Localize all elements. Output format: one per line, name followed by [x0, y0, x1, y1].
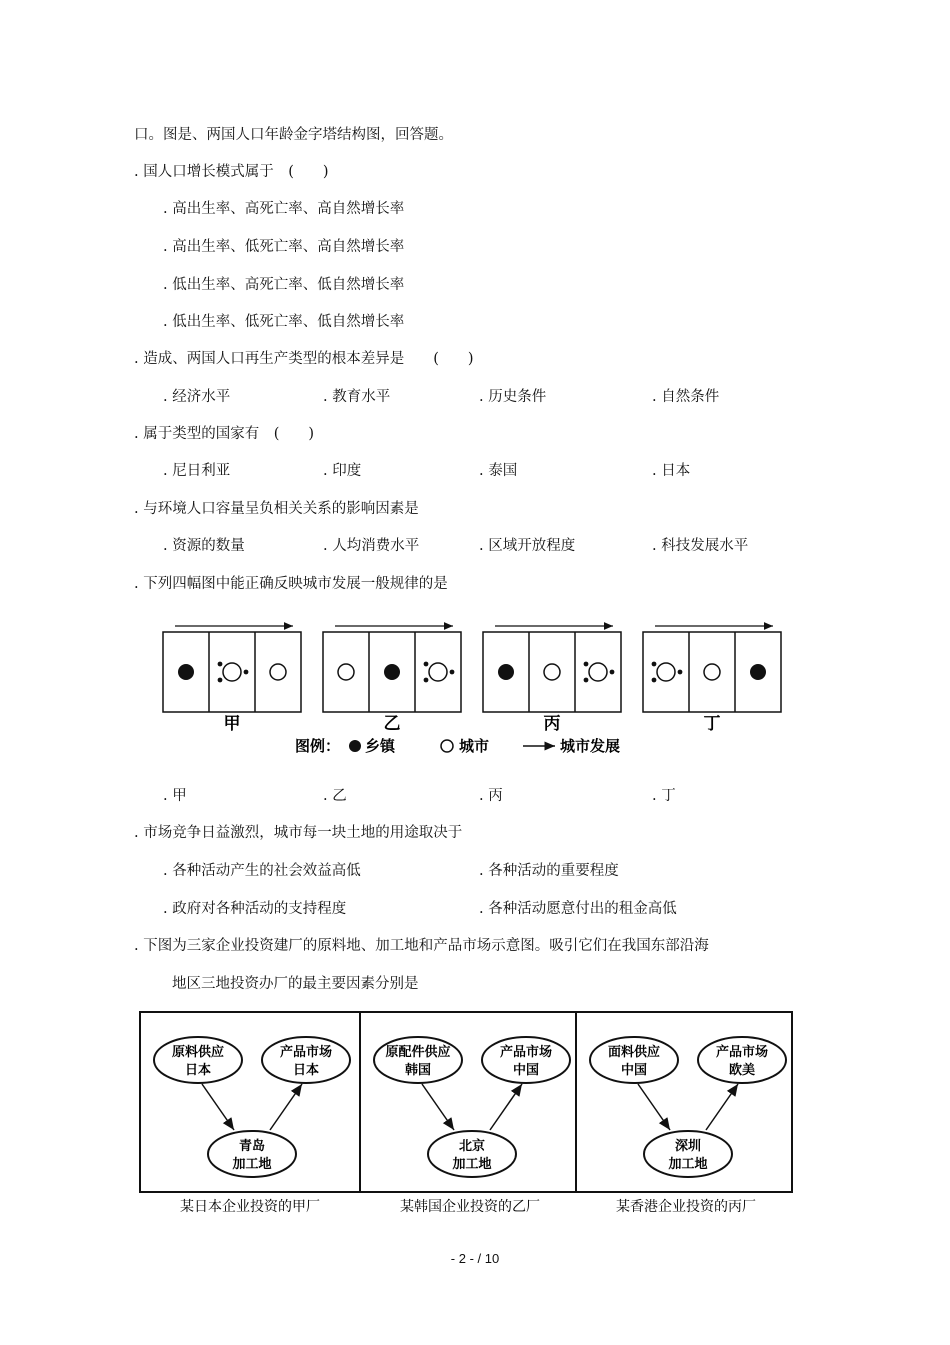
processing-site-line2: 加工地	[232, 1157, 272, 1172]
flow-arrow-to-market	[270, 1084, 302, 1130]
raw-material-source-line1: 面料供应	[607, 1045, 661, 1060]
question-6-stem: . 市场竞争日益激烈，城市每一块土地的用途取决于	[134, 825, 463, 841]
panel-label: 丙	[543, 714, 561, 734]
product-market-line1: 产品市场	[715, 1045, 769, 1060]
legend-prefix: 图例：	[295, 737, 341, 755]
city-panel-4	[643, 626, 781, 734]
city-development-figure	[155, 618, 795, 764]
q6-option-b[interactable]: . 各种活动的重要程度	[479, 863, 619, 879]
satellite-town-dot	[652, 678, 657, 683]
town-marker	[498, 664, 514, 680]
question-5-stem: . 下列四幅图中能正确反映城市发展一般规律的是	[134, 576, 448, 592]
q1-option-a[interactable]: . 高出生率、高死亡率、高自然增长率	[163, 201, 405, 217]
product-market	[482, 1037, 570, 1083]
question-2-stem: . 造成、两国人口再生产类型的根本差异是 ( )	[134, 351, 474, 367]
question-3-stem: . 属于类型的国家有 ( )	[134, 426, 315, 442]
q1-option-d[interactable]: . 低出生率、低死亡率、低自然增长率	[163, 314, 405, 330]
q5-option-b[interactable]: . 乙	[323, 788, 347, 804]
q4-option-c[interactable]: . 区域开放程度	[479, 538, 576, 554]
panel-label: 甲	[223, 714, 241, 734]
q2-option-c[interactable]: . 历史条件	[479, 389, 547, 405]
q3-option-c[interactable]: . 泰国	[479, 463, 518, 479]
satellite-town-dot	[218, 662, 223, 667]
satellite-town-dot	[584, 662, 589, 667]
expanding-city-marker	[657, 663, 675, 681]
flow-arrow-to-market	[490, 1084, 522, 1130]
raw-material-source-line2: 日本	[184, 1063, 212, 1078]
processing-site	[428, 1131, 516, 1177]
panel-caption: 某韩国企业投资的乙厂	[400, 1199, 540, 1215]
q6-option-a[interactable]: . 各种活动产生的社会效益高低	[163, 863, 361, 879]
product-market-line2: 欧美	[728, 1063, 756, 1078]
satellite-town-dot	[652, 662, 657, 667]
satellite-town-dot	[218, 678, 223, 683]
q2-option-d[interactable]: . 自然条件	[652, 389, 720, 405]
product-market-line2: 中国	[512, 1063, 540, 1078]
q4-option-a[interactable]: . 资源的数量	[163, 538, 245, 554]
q1-option-b[interactable]: . 高出生率、低死亡率、高自然增长率	[163, 239, 405, 255]
town-marker	[384, 664, 400, 680]
town-legend-icon	[349, 740, 361, 752]
raw-material-source-line1: 原配件供应	[385, 1045, 451, 1060]
factory-location-figure	[134, 1010, 804, 1220]
question-4-stem: . 与环境人口容量呈负相关关系的影响因素是	[134, 501, 419, 517]
product-market	[262, 1037, 350, 1083]
q3-option-b[interactable]: . 印度	[323, 463, 362, 479]
city-panel-2	[323, 626, 461, 734]
product-market-line1: 产品市场	[279, 1045, 333, 1060]
processing-site-line1: 北京	[458, 1139, 486, 1154]
processing-site-line2: 加工地	[668, 1157, 708, 1172]
city-marker	[338, 664, 354, 680]
factory-panel-2	[374, 1037, 570, 1215]
city-marker	[270, 664, 286, 680]
question-1-stem: . 国人口增长模式属于 ( )	[134, 164, 329, 180]
processing-site-line1: 青岛	[238, 1139, 266, 1154]
panel-label: 丁	[703, 714, 721, 734]
q2-option-a[interactable]: . 经济水平	[163, 389, 231, 405]
processing-site	[208, 1131, 296, 1177]
legend	[295, 737, 620, 755]
satellite-town-dot	[450, 670, 455, 675]
satellite-town-dot	[424, 662, 429, 667]
product-market-line1: 产品市场	[499, 1045, 553, 1060]
q5-option-c[interactable]: . 丙	[479, 788, 503, 804]
q1-option-c[interactable]: . 低出生率、高死亡率、低自然增长率	[163, 277, 405, 293]
satellite-town-dot	[678, 670, 683, 675]
processing-site-line2: 加工地	[452, 1157, 492, 1172]
q4-option-b[interactable]: . 人均消费水平	[323, 538, 420, 554]
flow-arrow-to-market	[706, 1084, 738, 1130]
flow-arrow-to-processing	[202, 1084, 234, 1130]
legend-town-label: 乡镇	[365, 737, 396, 755]
expanding-city-marker	[429, 663, 447, 681]
city-marker	[704, 664, 720, 680]
factory-panel-1	[154, 1037, 350, 1215]
flow-arrow-to-processing	[422, 1084, 454, 1130]
raw-material-source	[154, 1037, 242, 1083]
raw-material-source-line1: 原料供应	[171, 1045, 225, 1060]
q3-option-d[interactable]: . 日本	[652, 463, 691, 479]
q6-option-d[interactable]: . 各种活动愿意付出的租金高低	[479, 901, 677, 917]
city-marker	[544, 664, 560, 680]
town-marker	[750, 664, 766, 680]
processing-site	[644, 1131, 732, 1177]
question-7-stem: . 下图为三家企业投资建厂的原料地、加工地和产品市场示意图。吸引它们在我国东部沿海	[134, 938, 709, 954]
q5-option-a[interactable]: . 甲	[163, 788, 187, 804]
q5-option-d[interactable]: . 丁	[652, 788, 676, 804]
page-number: - 2 - / 10	[450, 1251, 500, 1266]
satellite-town-dot	[610, 670, 615, 675]
raw-material-source	[590, 1037, 678, 1083]
expanding-city-marker	[223, 663, 241, 681]
raw-material-source-line2: 韩国	[404, 1063, 432, 1078]
raw-material-source-line2: 中国	[620, 1063, 648, 1078]
intro-text: 口。图是、两国人口年龄金字塔结构图，回答题。	[134, 127, 453, 143]
satellite-town-dot	[584, 678, 589, 683]
q3-option-a[interactable]: . 尼日利亚	[163, 463, 231, 479]
q2-option-b[interactable]: . 教育水平	[323, 389, 391, 405]
satellite-town-dot	[424, 678, 429, 683]
q6-option-c[interactable]: . 政府对各种活动的支持程度	[163, 901, 347, 917]
city-legend-icon	[441, 740, 453, 752]
question-7-stem-continued: 地区三地投资办厂的最主要因素分别是	[172, 976, 419, 992]
factory-panel-3	[590, 1037, 786, 1215]
expanding-city-marker	[589, 663, 607, 681]
town-marker	[178, 664, 194, 680]
flow-arrow-to-processing	[638, 1084, 670, 1130]
city-panel-1	[163, 626, 301, 734]
q4-option-d[interactable]: . 科技发展水平	[652, 538, 749, 554]
panel-caption: 某日本企业投资的甲厂	[180, 1199, 320, 1215]
product-market	[698, 1037, 786, 1083]
legend-development-label: 城市发展	[560, 737, 621, 755]
legend-city-label: 城市	[459, 737, 490, 755]
processing-site-line1: 深圳	[674, 1139, 702, 1154]
panel-caption: 某香港企业投资的丙厂	[616, 1199, 756, 1215]
product-market-line2: 日本	[292, 1063, 320, 1078]
city-panel-3	[483, 626, 621, 734]
satellite-town-dot	[244, 670, 249, 675]
panel-label: 乙	[383, 714, 401, 734]
raw-material-source	[374, 1037, 462, 1083]
